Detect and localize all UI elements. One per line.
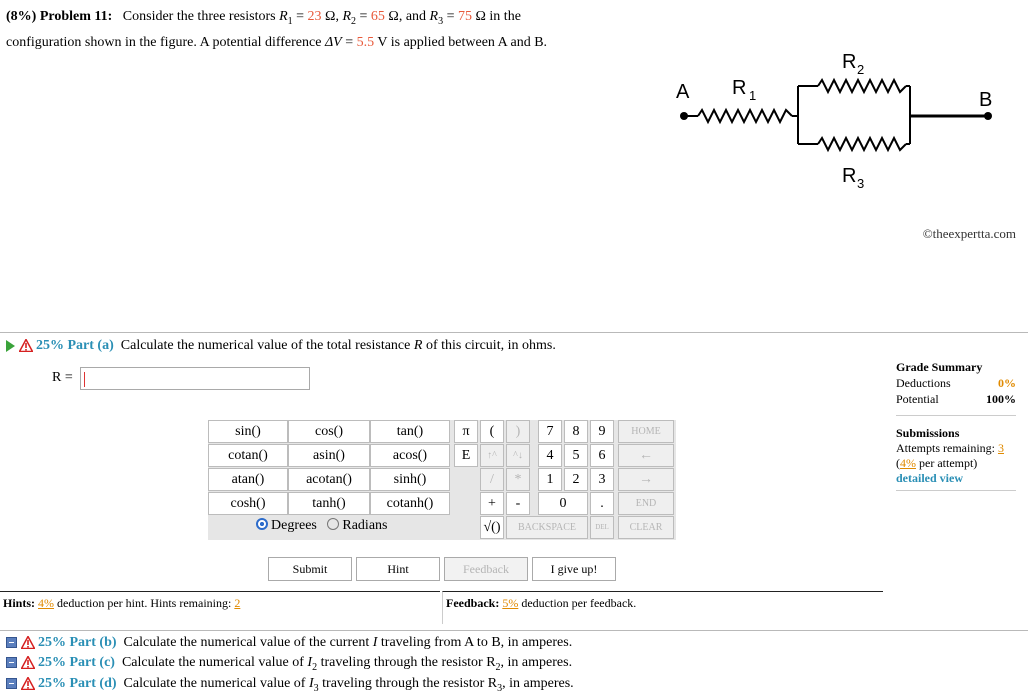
hints-pct: 4% [38, 596, 55, 610]
angle-mode-group [256, 518, 387, 534]
terminal-b [984, 112, 992, 120]
calc-cotanh-button[interactable]: cotanh() [370, 492, 450, 515]
problem-statement: (8%) Problem 11: Consider the three resistors $R_1 = 23$ Ω, $R_2 = 65$ Ω, and $R_3 = 75$ Ω in the configuration shown in the figure. A potential difference ΔV = 5.5 V is applied between A and B. [6, 9, 548, 50]
potential-row [896, 391, 1016, 407]
calc-digit-2[interactable]: 2 [564, 468, 588, 491]
label-r2: R [842, 51, 857, 73]
warning-icon [21, 656, 35, 669]
calc-divide-button[interactable]: / [480, 468, 504, 491]
part-a-percent: 25% Part (a) [36, 338, 114, 353]
calc-digit-1[interactable]: 1 [538, 468, 562, 491]
calc-tan-button[interactable]: tan() [370, 420, 450, 443]
copyright-text: ©theexpertta.com [922, 226, 1016, 241]
divider [0, 630, 1028, 631]
part-d-text: Calculate the numerical value of [123, 676, 306, 691]
r2-resistor [818, 80, 906, 92]
feedback-pct: 5% [502, 596, 519, 610]
circuit-svg [670, 44, 1010, 194]
calc-sin-button[interactable]: sin() [208, 420, 288, 443]
part-a-var: R [413, 338, 423, 353]
r1-sub: 1 [287, 15, 293, 27]
label-r2-sub: 2 [857, 62, 865, 77]
calc-sqrt-button[interactable]: √() [480, 516, 504, 539]
hints-panel [0, 591, 440, 624]
calc-acos-button[interactable]: acos() [370, 444, 450, 467]
calc-close-paren-button[interactable]: ) [506, 420, 530, 443]
hints-text: deduction per hint. Hints remaining: [57, 596, 232, 610]
r1-resistor [698, 110, 792, 122]
calc-digit-5[interactable]: 5 [564, 444, 588, 467]
submissions-title: Submissions [896, 426, 960, 440]
part-b-text-end: traveling from A to B, in amperes. [380, 635, 573, 650]
part-a-text: Calculate the numerical value of the total resistance [120, 338, 411, 353]
hints-label: Hints: [3, 596, 36, 610]
calc-digit-8[interactable]: 8 [564, 420, 588, 443]
problem-text-end: V is applied between A and B. [374, 34, 548, 50]
circuit-diagram [670, 44, 1010, 199]
r3-symbol: R [429, 9, 439, 24]
r3-sub: 3 [438, 15, 444, 27]
part-d-percent: 25% Part (d) [38, 676, 117, 691]
unit-ohm: Ω [388, 9, 399, 24]
hint-button[interactable]: Hint [356, 557, 440, 581]
calc-multiply-button[interactable]: * [506, 468, 530, 491]
problem-text: Consider the three resistors [122, 9, 280, 24]
collapsed-square-icon[interactable] [6, 678, 17, 689]
per-attempt-pct: 4% [900, 456, 916, 470]
calc-minus-button[interactable]: - [506, 492, 530, 515]
grade-summary [896, 360, 1016, 491]
detailed-view-link[interactable]: detailed view [896, 471, 963, 485]
feedback-text: deduction per feedback. [521, 596, 637, 610]
potential-value: 100% [986, 392, 1016, 406]
radians-radio[interactable] [327, 518, 339, 530]
part-d-var: I [308, 676, 314, 691]
collapsed-square-icon[interactable] [6, 637, 17, 648]
grade-summary-title: Grade Summary [896, 360, 983, 374]
calc-cotan-button[interactable]: cotan() [208, 444, 288, 467]
calc-digit-9[interactable]: 9 [590, 420, 614, 443]
calc-digit-4[interactable]: 4 [538, 444, 562, 467]
part-b-row[interactable] [6, 635, 572, 651]
part-d-post-sub: 3 [497, 682, 503, 694]
r2-sub: 2 [351, 15, 357, 27]
part-c-var: I [307, 655, 313, 670]
terminal-a [680, 112, 688, 120]
part-d-var-sub: 3 [313, 682, 319, 694]
expand-triangle-icon[interactable] [6, 340, 15, 352]
label-a: A [676, 81, 690, 103]
part-c-text-mid: traveling through the resistor R [320, 655, 496, 670]
part-d-row[interactable] [6, 676, 574, 694]
divider [896, 415, 1016, 416]
part-c-text: Calculate the numerical value of [121, 655, 304, 670]
calc-plus-button[interactable]: + [480, 492, 504, 515]
calc-backspace-button[interactable]: BACKSPACE [506, 516, 588, 539]
r3-value: 75 [458, 9, 473, 24]
submit-button[interactable]: Submit [268, 557, 352, 581]
calc-digit-0[interactable]: 0 [538, 492, 588, 515]
part-d-text-end: , in amperes. [502, 676, 574, 691]
degrees-radio[interactable] [256, 518, 268, 530]
part-b-text: Calculate the numerical value of the current [123, 635, 370, 650]
problem-text: in the [489, 9, 521, 24]
warning-icon [21, 636, 35, 649]
radians-label: Radians [342, 518, 388, 533]
text-cursor [84, 372, 85, 387]
deductions-value: 0% [998, 376, 1016, 390]
part-d-text-mid: traveling through the resistor R [322, 676, 498, 691]
degrees-label: Degrees [271, 518, 317, 533]
give-up-button[interactable]: I give up! [532, 557, 616, 581]
r2-symbol: R [342, 9, 352, 24]
dv-value: 5.5 [356, 34, 375, 50]
dv-symbol: ΔV [324, 34, 342, 50]
attempts-value: 3 [997, 441, 1004, 455]
label-r3-sub: 3 [857, 176, 865, 191]
part-c-text-end: , in amperes. [500, 655, 573, 670]
calculator [208, 420, 676, 540]
calc-sinh-button[interactable]: sinh() [370, 468, 450, 491]
deductions-row [896, 375, 1016, 391]
calc-digit-7[interactable]: 7 [538, 420, 562, 443]
warning-icon [21, 677, 35, 690]
warning-icon [19, 339, 33, 352]
calc-up-caret-button[interactable]: ↑^ [480, 444, 504, 467]
r2-value: 65 [370, 9, 385, 24]
answer-input[interactable] [80, 367, 310, 390]
label-r3: R [842, 165, 857, 187]
calc-atan-button[interactable]: atan() [208, 468, 288, 491]
calc-decimal-button[interactable]: . [590, 492, 614, 515]
unit-ohm: Ω [325, 9, 336, 24]
calc-del-button[interactable]: DEL [590, 516, 614, 539]
problem-text-line2: configuration shown in the figure. A potential difference [6, 34, 325, 50]
divider [896, 490, 1016, 491]
collapsed-square-icon[interactable] [6, 657, 17, 668]
potential-label: Potential [896, 392, 939, 406]
part-c-row[interactable] [6, 655, 572, 673]
label-b: B [979, 89, 993, 111]
feedback-panel [442, 591, 883, 624]
calc-end-button[interactable]: END [618, 492, 674, 515]
label-r1-sub: 1 [749, 88, 757, 103]
feedback-label: Feedback: [446, 596, 500, 610]
unit-ohm: Ω [475, 9, 486, 24]
answer-label: R = [52, 370, 73, 385]
part-a-text-end: of this circuit, in ohms. [425, 338, 556, 353]
calc-right-arrow-button[interactable]: → [618, 468, 674, 491]
calc-pi-button[interactable]: π [454, 420, 478, 443]
problem-header: (8%) Problem 11: [6, 9, 113, 24]
calc-tanh-button[interactable]: tanh() [288, 492, 370, 515]
calc-acotan-button[interactable]: acotan() [288, 468, 370, 491]
calc-down-caret-button[interactable]: ^↓ [506, 444, 530, 467]
hints-remaining: 2 [234, 596, 241, 610]
calc-left-arrow-button[interactable]: ← [618, 444, 674, 467]
r3-resistor [818, 138, 906, 150]
calc-clear-button[interactable]: CLEAR [618, 516, 674, 539]
part-c-percent: 25% Part (c) [38, 655, 115, 670]
calc-cos-button[interactable]: cos() [288, 420, 370, 443]
per-attempt-text: per attempt) [919, 456, 978, 470]
calc-digit-3[interactable]: 3 [590, 468, 614, 491]
part-c-post-sub: 2 [495, 661, 501, 673]
calc-home-button[interactable]: HOME [618, 420, 674, 443]
r1-value: 23 [307, 9, 322, 24]
calc-open-paren-button[interactable]: ( [480, 420, 504, 443]
feedback-button[interactable]: Feedback [444, 557, 528, 581]
calc-asin-button[interactable]: asin() [288, 444, 370, 467]
part-b-percent: 25% Part (b) [38, 635, 117, 650]
attempts-label: Attempts remaining: [896, 441, 995, 455]
calc-digit-6[interactable]: 6 [590, 444, 614, 467]
paren-open: ( [896, 456, 900, 470]
r1-symbol: R [279, 9, 288, 24]
part-b-var: I [372, 635, 378, 650]
calc-cosh-button[interactable]: cosh() [208, 492, 288, 515]
part-c-var-sub: 2 [312, 661, 318, 673]
attempts-row [896, 441, 1016, 486]
divider [0, 332, 1028, 333]
label-r1: R [732, 77, 747, 99]
deductions-label: Deductions [896, 376, 951, 390]
calc-e-button[interactable]: E [454, 444, 478, 467]
part-a-row [6, 338, 556, 354]
